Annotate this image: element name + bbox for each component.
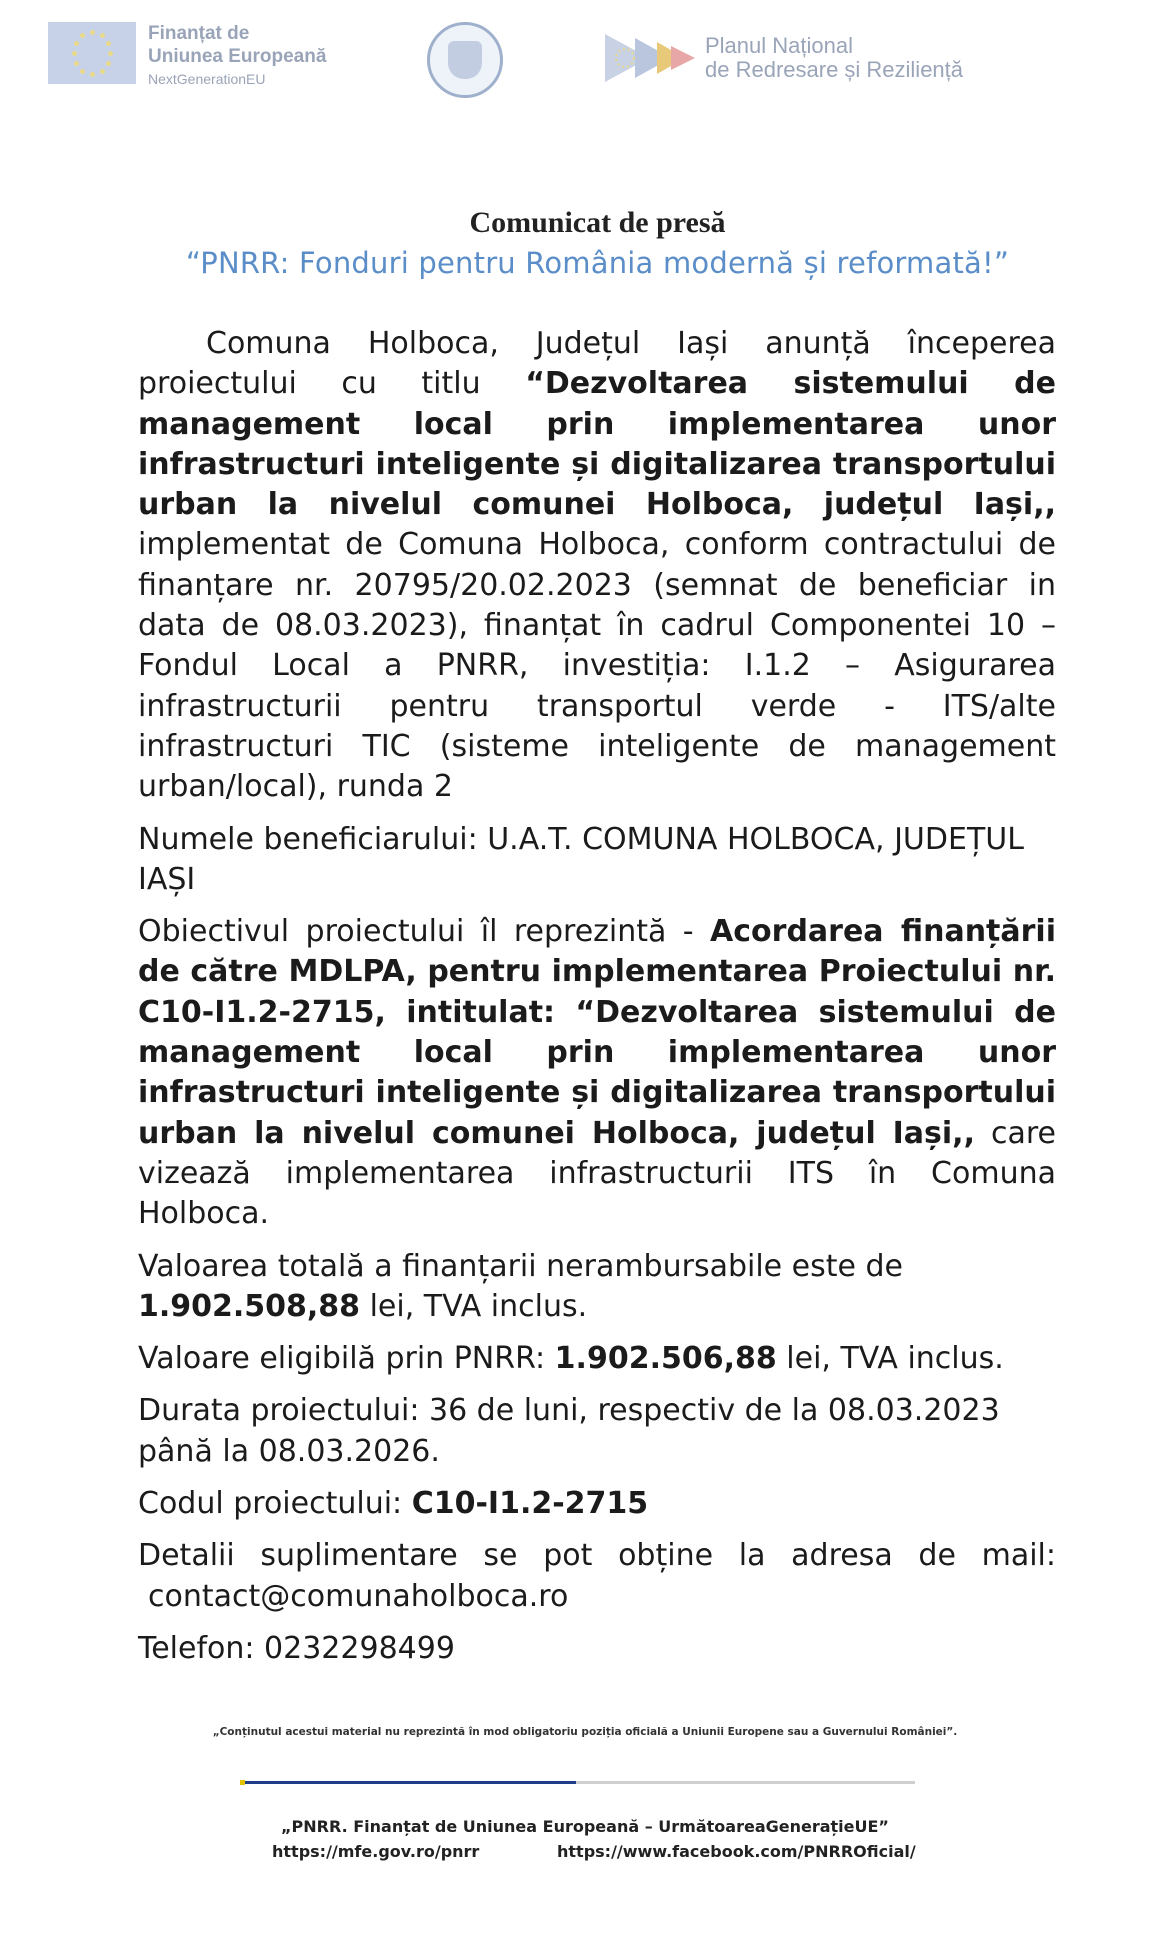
romanian-government-seal-icon — [427, 22, 503, 98]
footer-divider — [240, 1781, 915, 1784]
total-value-paragraph — [138, 1247, 1056, 1328]
document-title: Comunicat de presă — [469, 206, 726, 239]
pnrr-arrow-icon — [605, 30, 695, 86]
p5-rest: lei, TVA inclus. — [776, 1341, 1004, 1377]
pnrr-logo-line1: Planul Național — [705, 33, 853, 58]
pnrr-logo — [605, 30, 963, 86]
footer-disclaimer: „Conținutul acestui material nu reprezintă în mod obligatoriu poziția oficială a Uniunii Europene sau a Guvernului României”. — [212, 1726, 958, 1738]
phone-paragraph: Telefon: 0232298499 — [138, 1630, 455, 1666]
eu-logo-line2: Uniunea Europeană — [148, 46, 327, 67]
p1-details: implementat de Comuna Holboca, conform contractului de finanțare nr. 20795/20.02.2023 (semnat de beneficiar in data de 08.03.2023), finanțat în cadrul Componentei 10 – Fondul Local a PNRR, investiția: I.1.2 – Asigurarea infrastructurii pentru transportul verde - ITS/alte infrastructuri TIC (sisteme inteligente de management urban/local), runda 2 — [138, 527, 1056, 805]
footer-slogan: „PNRR. Finanțat de Uniunea Europeană – UrmătoareaGenerațieUE” — [281, 1817, 889, 1836]
p3-rest: care vizează implementarea infrastructurii ITS în Comuna Holboca. — [138, 1115, 1056, 1232]
p4-amount: 1.902.508,88 — [138, 1288, 361, 1324]
project-code-paragraph — [138, 1484, 1056, 1524]
p7-intro: Codul proiectului: — [138, 1486, 412, 1522]
eu-flag-icon — [48, 22, 136, 84]
press-release-body — [138, 324, 1056, 1681]
p5-intro: Valoare eligibilă prin PNRR: — [138, 1341, 555, 1377]
duration-paragraph: Durata proiectului: 36 de luni, respectiv de la 08.03.2023 până la 08.03.2026. — [138, 1393, 1000, 1469]
p3-objective: Acordarea finanțării de către MDLPA, pentru implementarea Proiectului nr. C10-I1.2-2715, intitulat: “Dezvoltarea sistemului de management local prin implementarea unor infrastructuri inteligente și digitalizarea transportului urban la nivelul comunei Holboca, județul Iași,, — [138, 914, 1056, 1151]
document-subtitle: “PNRR: Fonduri pentru România modernă și reformată!” — [185, 246, 1010, 280]
p5-amount: 1.902.506,88 — [554, 1341, 777, 1377]
p8-intro: Detalii suplimentare se pot obține la adresa de mail: — [138, 1538, 1056, 1574]
project-code: C10-I1.2-2715 — [411, 1486, 649, 1522]
facebook-link[interactable]: https://www.facebook.com/PNRROficial/ — [557, 1842, 916, 1861]
p1-intro: Comuna Holboca, Județul Iași anunță începerea proiectului cu titlu — [138, 326, 1056, 402]
mfe-link[interactable]: https://mfe.gov.ro/pnrr — [272, 1842, 480, 1861]
logo-header — [0, 22, 1170, 102]
p4-rest: lei, TVA inclus. — [360, 1288, 588, 1324]
eu-funding-logo — [48, 22, 326, 91]
eu-logo-line1: Finanțat de — [148, 23, 250, 44]
eu-logo-line3: NextGenerationEU — [148, 71, 266, 87]
contact-paragraph — [138, 1536, 1056, 1617]
project-intro-paragraph — [138, 324, 1056, 808]
p1-project-title: “Dezvoltarea sistemului de management local prin implementarea unor infrastructuri inteligente și digitalizarea transportului urban la nivelul comunei Holboca, județul Iași,, — [138, 366, 1056, 523]
pnrr-logo-line2: de Redresare și Reziliență — [705, 57, 964, 82]
eligible-value-paragraph — [138, 1339, 1056, 1379]
contact-email-link[interactable]: contact@comunaholboca.ro — [148, 1578, 569, 1614]
p4-intro: Valoarea totală a finanțarii nerambursabile este de — [138, 1248, 903, 1284]
beneficiary-paragraph: Numele beneficiarului: U.A.T. COMUNA HOLBOCA, JUDEȚUL IAȘI — [138, 821, 1024, 897]
objective-paragraph — [138, 912, 1056, 1234]
p3-intro: Obiectivul proiectului îl reprezintă - — [138, 914, 711, 950]
